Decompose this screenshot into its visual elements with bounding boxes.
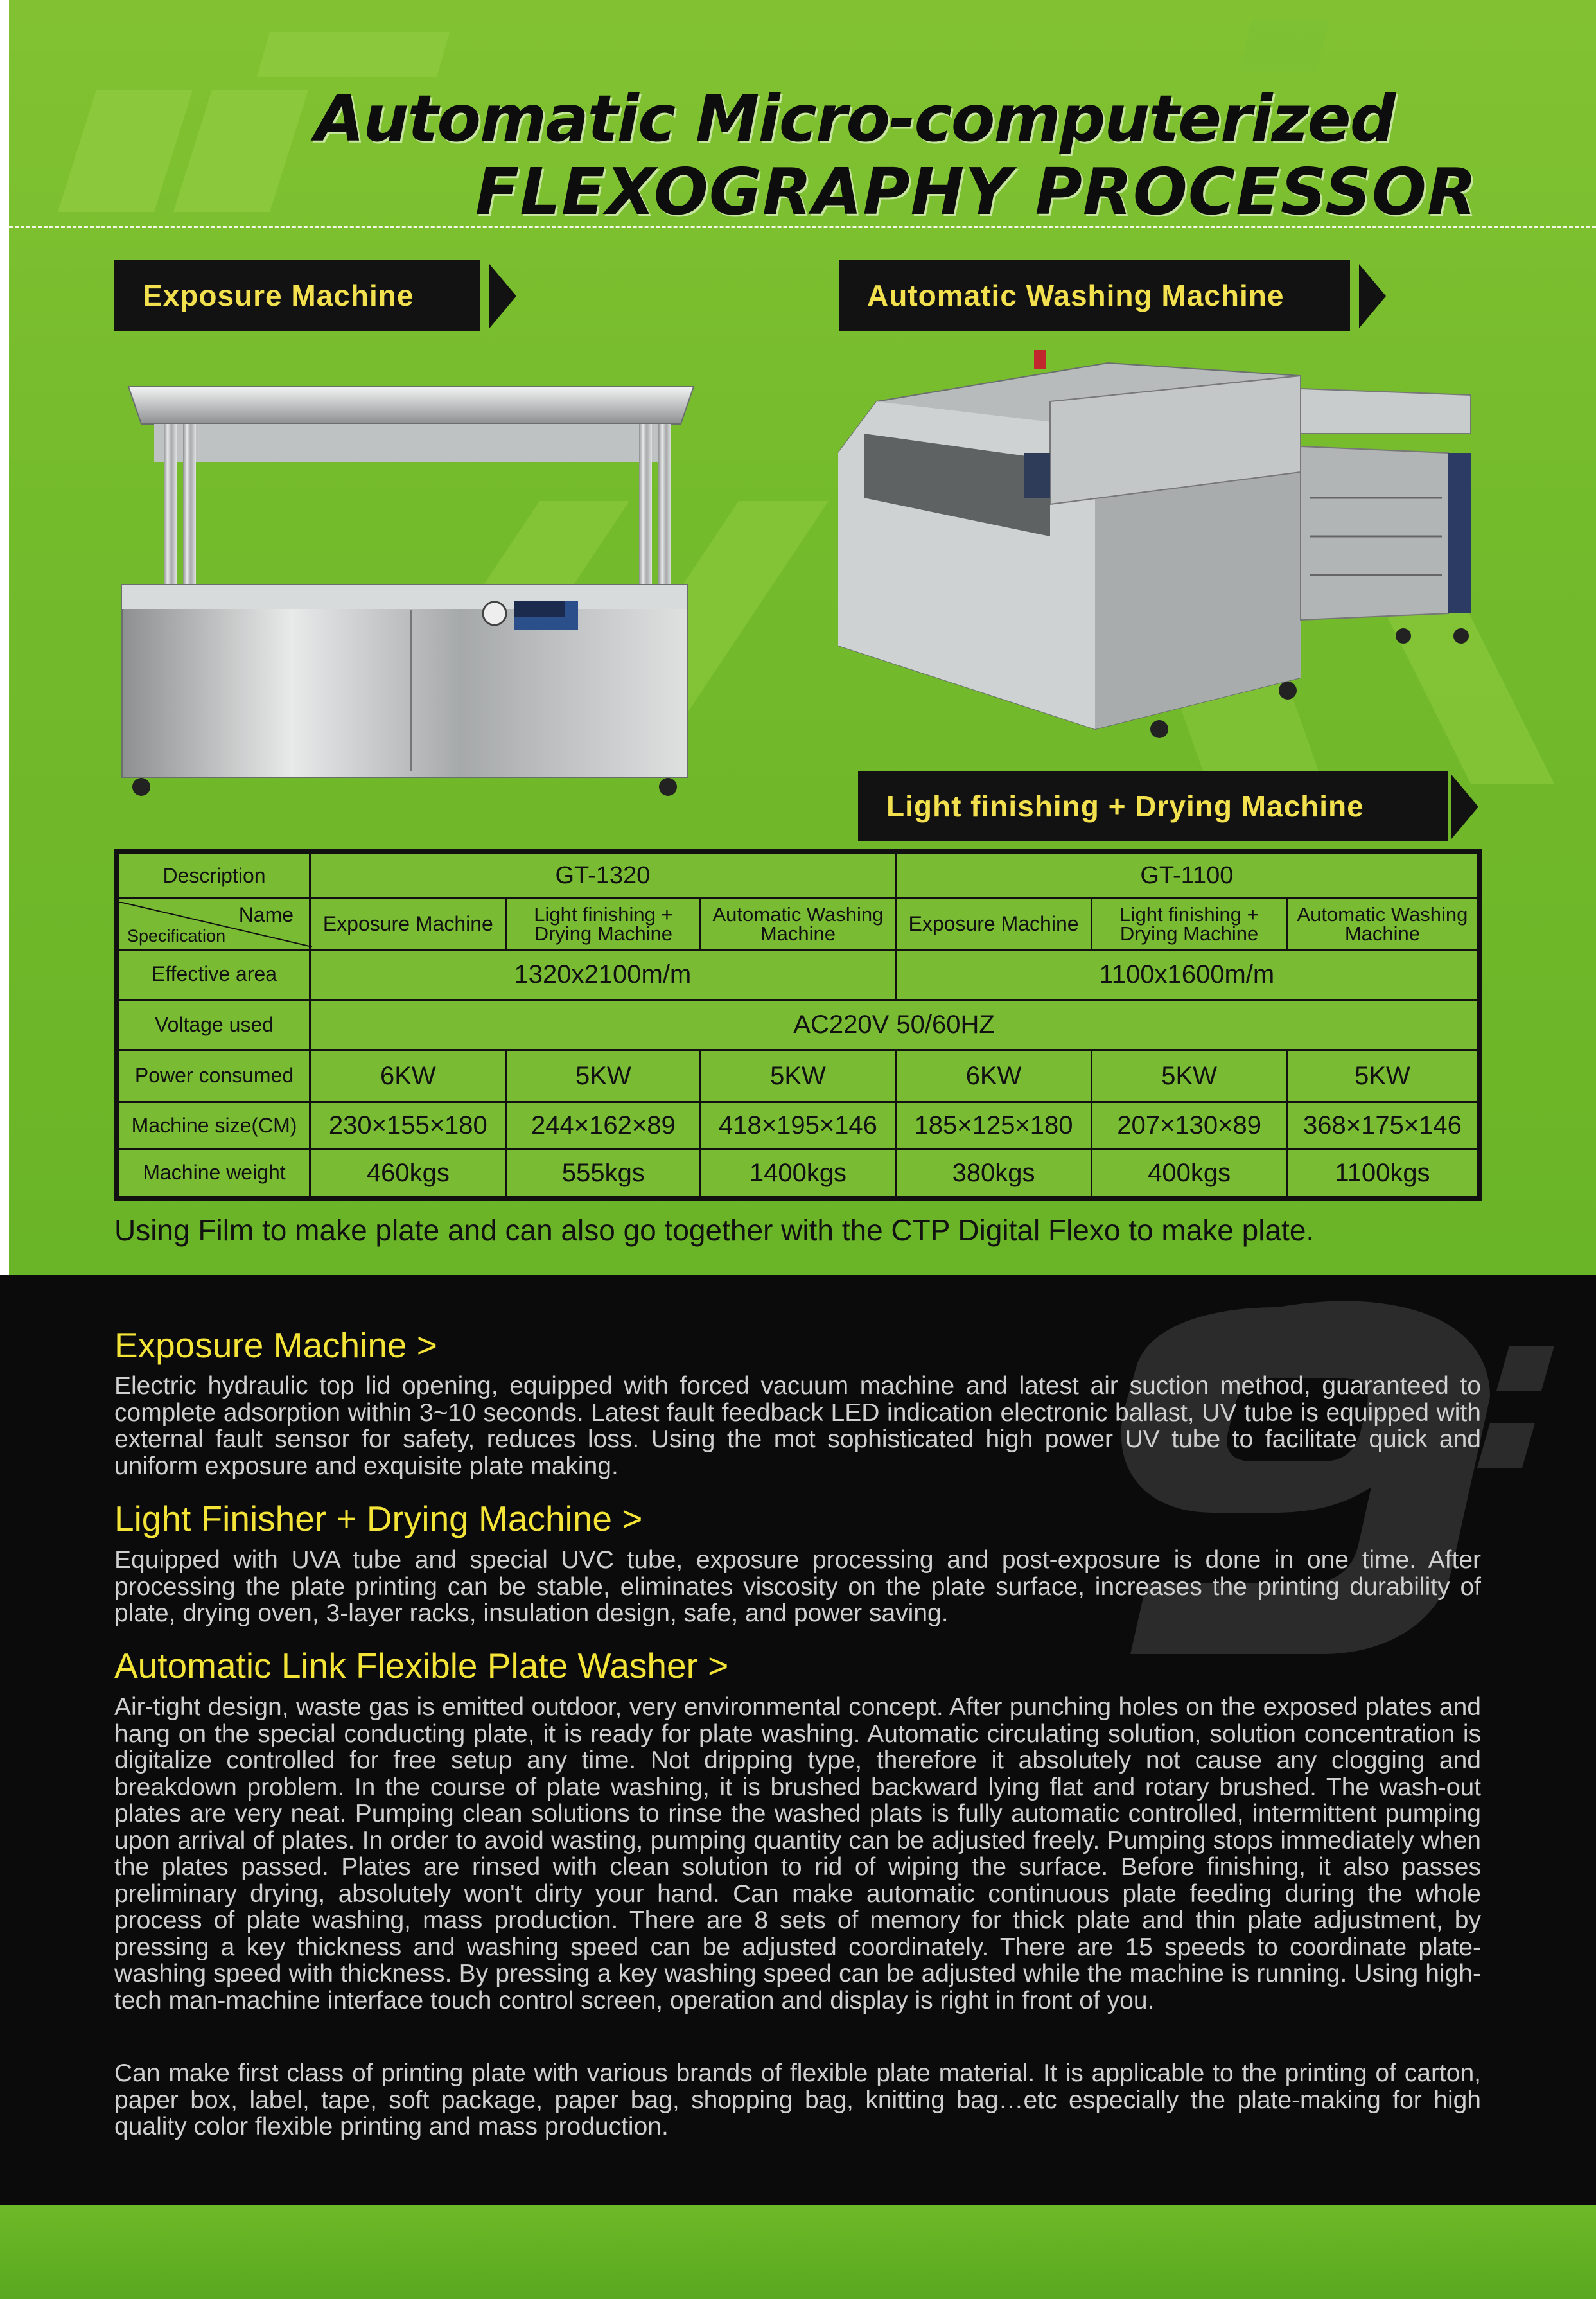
table-cell: 460kgs [310, 1149, 507, 1199]
washing-machine-photo [838, 344, 1474, 768]
row-label: Power consumed [117, 1050, 310, 1102]
footer-band [0, 2205, 1596, 2299]
machine-name-cell: Exposure Machine [895, 899, 1092, 949]
row-label: Machine size(CM) [117, 1102, 310, 1149]
table-row [117, 1102, 1480, 1149]
table-row [117, 1000, 1480, 1050]
section-heading-exposure: Exposure Machine > [114, 1325, 437, 1365]
usage-note: Using Film to make plate and can also go together with the CTP Digital Flexo to make plate. [114, 1213, 1315, 1247]
table-row [117, 1050, 1480, 1102]
table-row [117, 852, 1480, 899]
model-header: GT-1100 [895, 852, 1480, 899]
table-cell: 400kgs [1092, 1149, 1287, 1199]
label-exposure-machine: Exposure Machine [114, 260, 480, 331]
section-heading-washer: Automatic Link Flexible Plate Washer > [114, 1646, 729, 1686]
machine-name-cell: Automatic Washing Machine [1286, 899, 1480, 949]
page-title-line1: Automatic Micro-computerized [315, 81, 1395, 156]
machine-name-cell: Light finishing + Drying Machine [506, 899, 701, 949]
label-washing-machine: Automatic Washing Machine [839, 260, 1350, 331]
arrow-icon [1359, 264, 1386, 328]
section-body-summary: Can make first class of printing plate with various brands of flexible plate material. It is applicable to the printing of carton, paper box, label, tape, soft package, paper bag, shopping bag, knitting bag…etc especially the plate-making for high quality color flexible printing and mass production. [114, 2059, 1481, 2140]
left-edge-strip [0, 0, 9, 1275]
table-cell: 5KW [1092, 1050, 1287, 1102]
table-cell: 230×155×180 [310, 1102, 507, 1149]
table-cell: 207×130×89 [1092, 1102, 1287, 1149]
table-cell: 1320x2100m/m [310, 949, 896, 1000]
table-cell: 5KW [506, 1050, 701, 1102]
table-cell: 5KW [1286, 1050, 1480, 1102]
name-label: Name [238, 903, 294, 926]
table-cell: 368×175×146 [1286, 1102, 1480, 1149]
table-cell: 6KW [895, 1050, 1092, 1102]
exposure-machine-photo [116, 379, 706, 803]
table-cell: 380kgs [895, 1149, 1092, 1199]
table-cell: 6KW [310, 1050, 507, 1102]
description-header: Description [117, 852, 310, 899]
row-label: Voltage used [117, 1000, 310, 1050]
table-cell: 1100x1600m/m [895, 949, 1480, 1000]
table-row [117, 1149, 1480, 1199]
table-cell: 244×162×89 [506, 1102, 701, 1149]
section-body-washer: Air-tight design, waste gas is emitted outdoor, very environmental concept. After punching holes on the exposed plates and hang on the special conducting plate, it is ready for plate washing. Automatic circulating solution, solution concentration is digitalize controlled for free setup any time. Not dripping type, therefore it absolutely not cause any clogging and breakdown problem. In the course of plate washing, it is brushed backward lying flat and rotary brushed. The wash-out plates are very neat. Pumping clean solutions to rinse the washed plats is fully automatic controlled, intermittent pumping upon arrival of plates. In order to avoid wasting, pumping quantity can be adjusted freely. Pumping stops immediately when the plates passed. Plates are rinsed with clean solution to rid of wiping the surface. Before finishing, it also passes preliminary drying, absolutely won't dirty your hand. Can make automatic continuous plate feeding during the whole process of plate washing, mass production. There are 8 sets of memory for thick plate and thin plate adjustment, by pressing a key thickness and washing speed can be adjusted coordinately. There are 15 speeds to coordinate plate-washing speed with thickness. By pressing a key washing speed can be adjusted while the machine is running. Using high-tech man-machine interface touch control screen, operation and display is right in front of you. [114, 1693, 1481, 2014]
model-header: GT-1320 [310, 852, 896, 899]
table-row [117, 949, 1480, 1000]
machine-name-cell: Exposure Machine [310, 899, 507, 949]
section-body-finisher: Equipped with UVA tube and special UVC tube, exposure processing and post-exposure is done in one time. After processing the plate printing can be stable, eliminates viscosity on the plate surface, increases the printing durability of plate, drying oven, 3-layer racks, insulation design, safe, and power saving. [114, 1546, 1481, 1627]
specification-label: Specification [127, 926, 226, 946]
arrow-icon [1451, 775, 1478, 839]
description-panel [0, 1275, 1596, 2205]
page-title-line2: FLEXOGRAPHY PROCESSOR [475, 154, 1478, 229]
section-body-exposure: Electric hydraulic top lid opening, equipped with forced vacuum machine and latest air suction method, guaranteed to complete adsorption within 3~10 seconds. Latest fault feedback LED indication electronic ballast, UV tube is equipped with external fault sensor for safety, reduces loss. Using the mot sophisticated high power UV tube to facilitate quick and uniform exposure and exquisite plate making. [114, 1372, 1481, 1480]
arrow-icon [489, 264, 516, 328]
specification-table [114, 849, 1482, 1201]
section-heading-finisher: Light Finisher + Drying Machine > [114, 1499, 643, 1538]
table-cell: 555kgs [506, 1149, 701, 1199]
machine-name-cell: Automatic Washing Machine [701, 899, 896, 949]
label-drying-machine: Light finishing + Drying Machine [858, 771, 1448, 841]
machine-name-cell: Light finishing + Drying Machine [1092, 899, 1287, 949]
table-cell: AC220V 50/60HZ [310, 1000, 1480, 1050]
name-spec-header [117, 899, 310, 949]
row-label: Effective area [117, 949, 310, 1000]
table-cell: 418×195×146 [701, 1102, 896, 1149]
table-cell: 5KW [701, 1050, 896, 1102]
decorative-logo-mark [1002, 1275, 1580, 1725]
table-cell: 1100kgs [1286, 1149, 1480, 1199]
table-cell: 1400kgs [701, 1149, 896, 1199]
table-row [117, 899, 1480, 949]
table-cell: 185×125×180 [895, 1102, 1092, 1149]
row-label: Machine weight [117, 1149, 310, 1199]
